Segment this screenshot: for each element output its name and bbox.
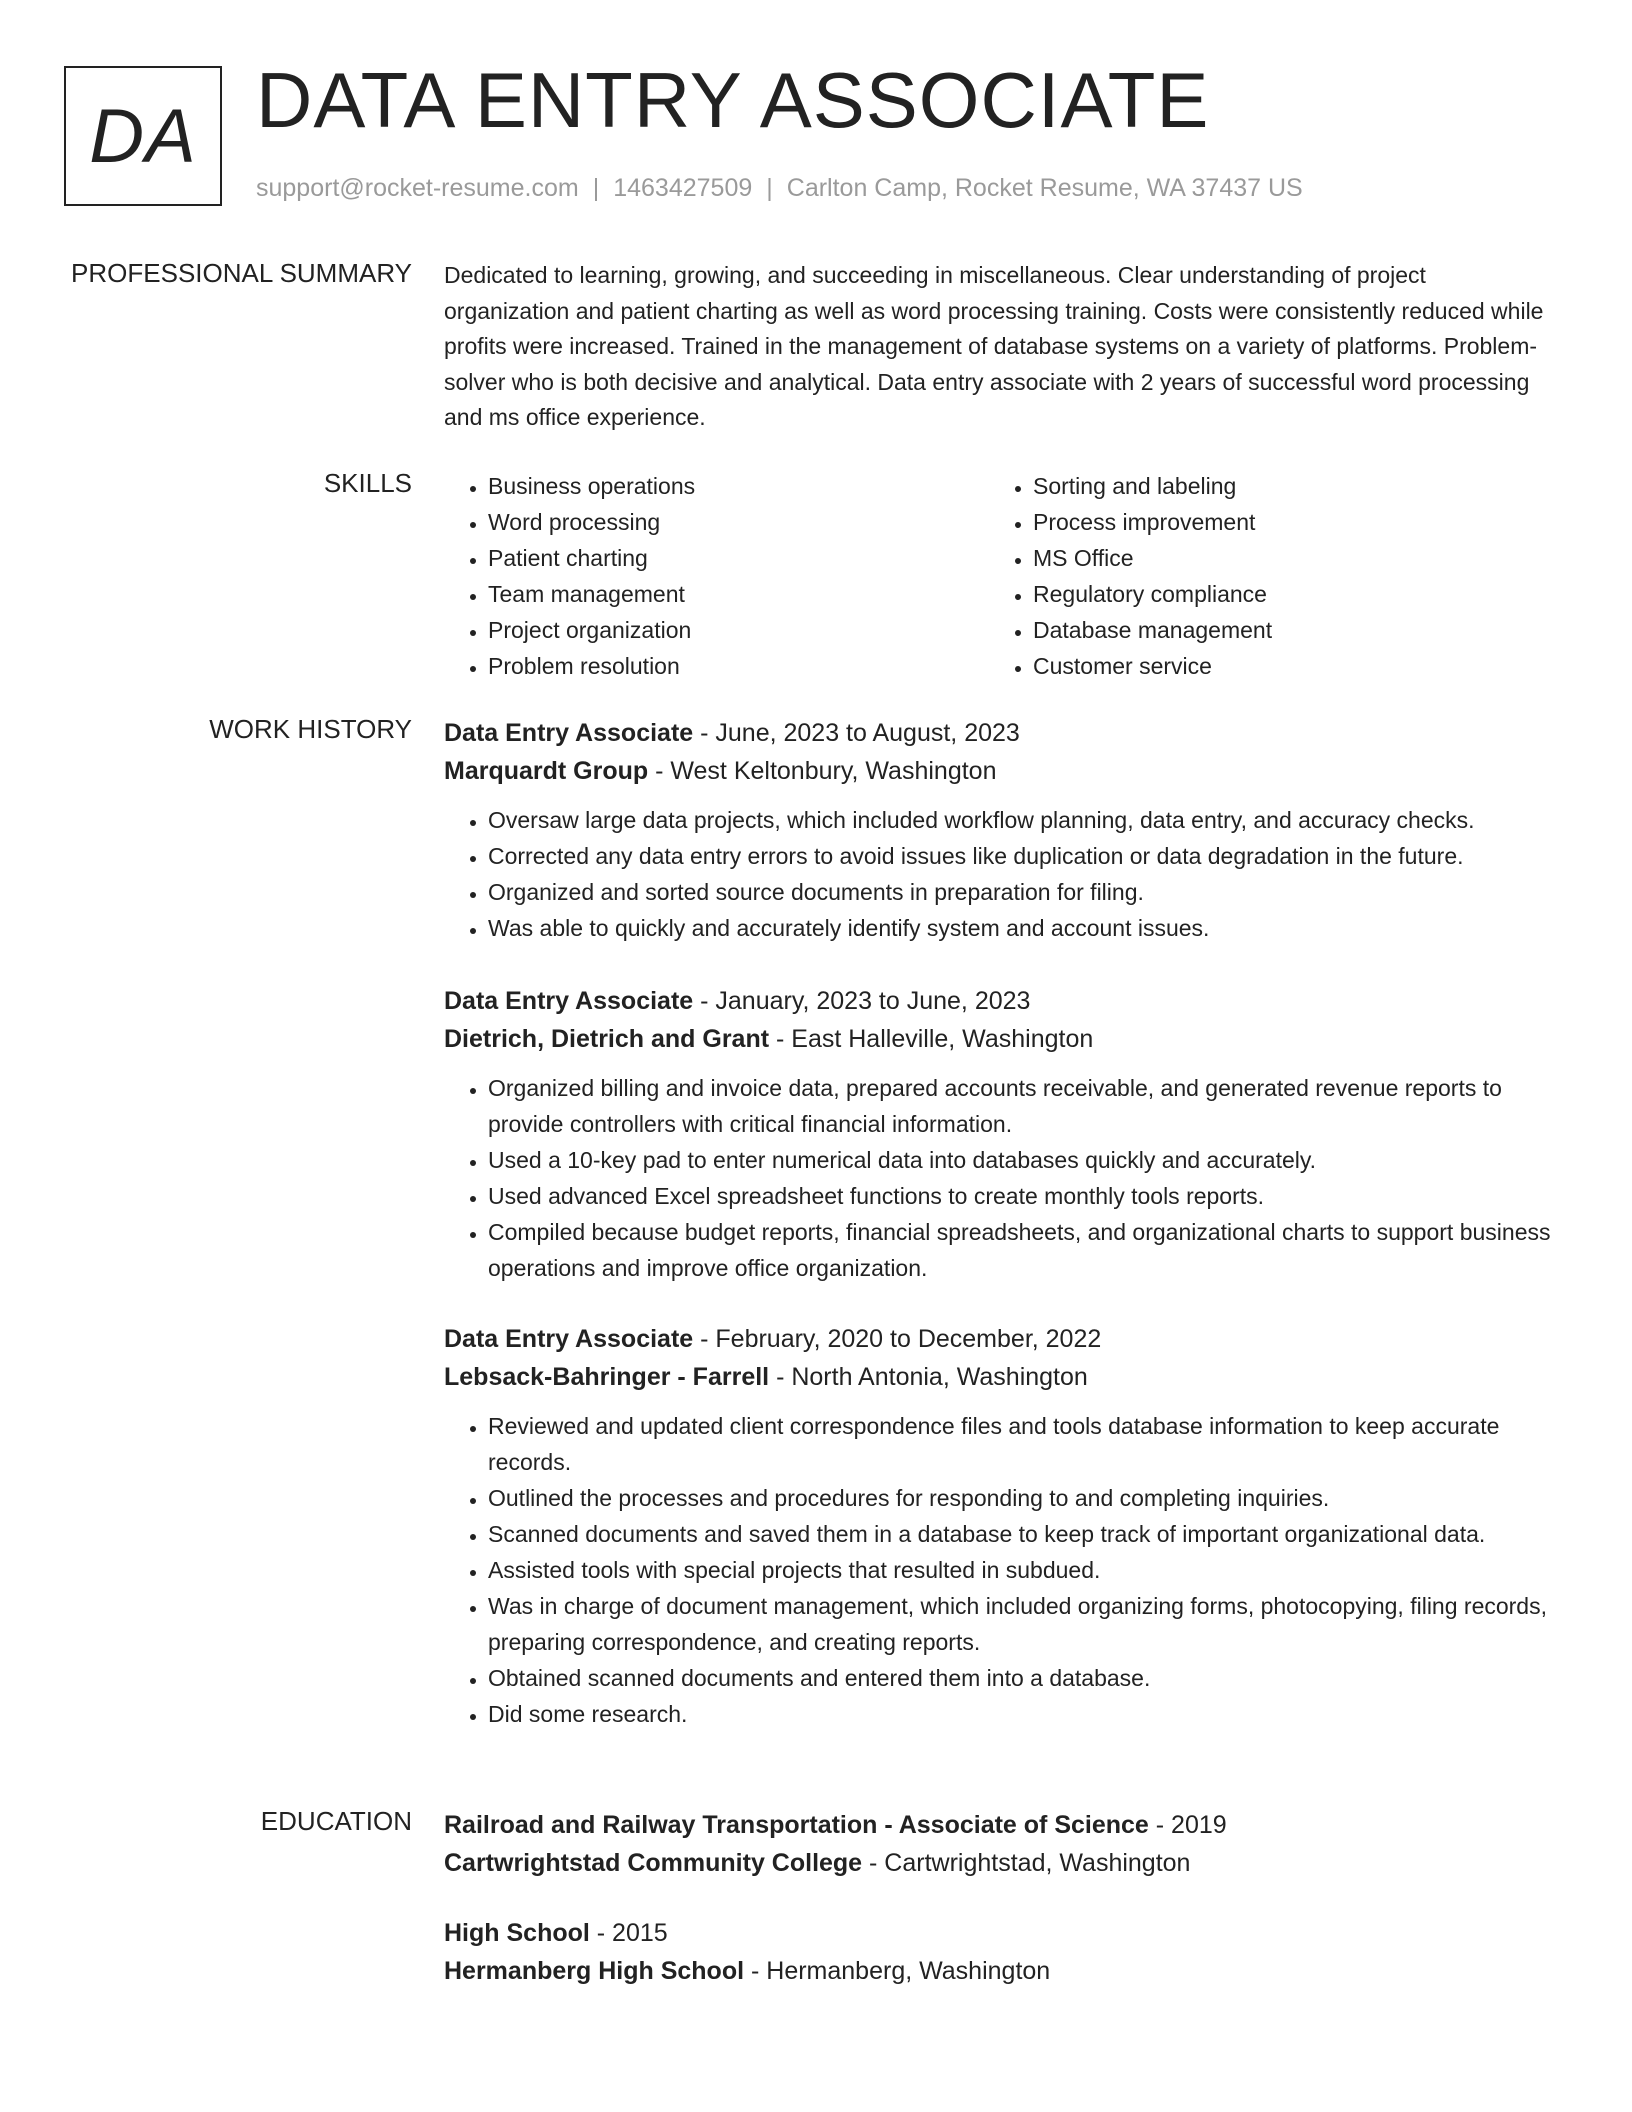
- section-label-skills: SKILLS: [323, 468, 412, 498]
- resume-title: DATA ENTRY ASSOCIATE: [256, 56, 1210, 144]
- job-bullet: • Obtained scanned documents and entered them into a database.: [488, 1660, 1556, 1696]
- education-entry: [444, 1806, 1556, 1882]
- job-bullet: • Reviewed and updated client correspondence files and tools database information to keep accurate records.: [488, 1408, 1556, 1480]
- job-company-line: [444, 1358, 1556, 1396]
- skills-list-left: [444, 468, 989, 684]
- contact-email: support@rocket-resume.com: [256, 174, 579, 202]
- skill-item: • Team management: [488, 576, 989, 612]
- skill-item: • Business operations: [488, 468, 989, 504]
- skill-item: • Patient charting: [488, 540, 989, 576]
- education-year: - 2019: [1148, 1811, 1227, 1839]
- job-bullet: • Used advanced Excel spreadsheet functions to create monthly tools reports.: [488, 1178, 1556, 1214]
- section-label-work-history: WORK HISTORY: [209, 714, 412, 744]
- job-title: Data Entry Associate: [444, 719, 694, 747]
- education-location: - Hermanberg, Washington: [744, 1957, 1051, 1985]
- section-label-education: EDUCATION: [260, 1806, 412, 1836]
- skill-item: • Project organization: [488, 612, 989, 648]
- education-school-line: [444, 1952, 1556, 1990]
- skill-item: • Process improvement: [1033, 504, 1534, 540]
- contact-phone: 1463427509: [613, 174, 753, 202]
- job-bullet: • Organized billing and invoice data, prepared accounts receivable, and generated revenue reports to provide controllers with critical financial information.: [488, 1070, 1556, 1142]
- contact-address: Carlton Camp, Rocket Resume, WA 37437 US: [786, 174, 1303, 202]
- job-dates: - June, 2023 to August, 2023: [693, 719, 1020, 747]
- job-title-line: [444, 714, 1556, 752]
- job-entry: [444, 1320, 1556, 1732]
- job-bullet: • Corrected any data entry errors to avoid issues like duplication or data degradation in the future.: [488, 838, 1556, 874]
- skills-grid: [444, 468, 1556, 684]
- education-entry: [444, 1914, 1556, 1990]
- job-title: Data Entry Associate: [444, 987, 694, 1015]
- job-company: Marquardt Group: [444, 757, 649, 785]
- skills-body: [444, 468, 1556, 684]
- job-bullet: • Assisted tools with special projects that resulted in subdued.: [488, 1552, 1556, 1588]
- skill-item: • Problem resolution: [488, 648, 989, 684]
- job-bullet: • Compiled because budget reports, financial spreadsheets, and organizational charts to support business operations and improve office organization.: [488, 1214, 1556, 1286]
- job-location: - West Keltonbury, Washington: [648, 757, 997, 785]
- skill-item: • Database management: [1033, 612, 1534, 648]
- job-bullet: • Was able to quickly and accurately identify system and account issues.: [488, 910, 1556, 946]
- job-bullet: • Used a 10-key pad to enter numerical data into databases quickly and accurately.: [488, 1142, 1556, 1178]
- job-bullet: • Did some research.: [488, 1696, 1556, 1732]
- job-company: Dietrich, Dietrich and Grant: [444, 1025, 770, 1053]
- education-degree: High School: [444, 1919, 590, 1947]
- job-entry: [444, 982, 1556, 1286]
- job-company-line: [444, 1020, 1556, 1058]
- education-year: - 2015: [589, 1919, 668, 1947]
- section-label-summary: PROFESSIONAL SUMMARY: [71, 258, 412, 288]
- job-title: Data Entry Associate: [444, 1325, 694, 1353]
- contact-separator: |: [592, 174, 600, 202]
- job-bullet: • Scanned documents and saved them in a database to keep track of important organizational data.: [488, 1516, 1556, 1552]
- skill-item: • Regulatory compliance: [1033, 576, 1534, 612]
- education-school: Hermanberg High School: [444, 1957, 745, 1985]
- summary-text: Dedicated to learning, growing, and succeeding in miscellaneous. Clear understanding of project organization and patient charting as well as word processing training. Costs were consistently reduced while profits were increased. Trained in the management of database systems on a variety of platforms. Problem-solver who is both decisive and analytical. Data entry associate with 2 years of successful word processing and ms office experience.: [444, 262, 1544, 430]
- job-bullets: [444, 802, 1556, 946]
- job-bullets: [444, 1408, 1556, 1732]
- contact-separator: |: [766, 174, 773, 202]
- job-bullet: • Oversaw large data projects, which included workflow planning, data entry, and accuracy checks.: [488, 802, 1556, 838]
- contact-line: [256, 174, 1303, 203]
- skills-list-right: [989, 468, 1534, 684]
- skill-item: • Word processing: [488, 504, 989, 540]
- job-company-line: [444, 752, 1556, 790]
- job-bullet: • Organized and sorted source documents in preparation for filing.: [488, 874, 1556, 910]
- job-location: - North Antonia, Washington: [769, 1363, 1088, 1391]
- skill-item: • MS Office: [1033, 540, 1534, 576]
- job-company: Lebsack-Bahringer - Farrell: [444, 1363, 770, 1391]
- education-degree: Railroad and Railway Transportation - Associate of Science: [444, 1811, 1149, 1839]
- job-dates: - January, 2023 to June, 2023: [693, 987, 1031, 1015]
- education-school: Cartwrightstad Community College: [444, 1849, 863, 1877]
- job-location: - East Halleville, Washington: [769, 1025, 1094, 1053]
- education-degree-line: [444, 1914, 1556, 1952]
- education-school-line: [444, 1844, 1556, 1882]
- job-entry: [444, 714, 1556, 946]
- skill-item: • Sorting and labeling: [1033, 468, 1534, 504]
- job-bullet: • Was in charge of document management, which included organizing forms, photocopying, filing records, preparing correspondence, and creating reports.: [488, 1588, 1556, 1660]
- job-title-line: [444, 982, 1556, 1020]
- education-location: - Cartwrightstad, Washington: [862, 1849, 1191, 1877]
- job-dates: - February, 2020 to December, 2022: [693, 1325, 1102, 1353]
- job-title-line: [444, 1320, 1556, 1358]
- job-bullet: • Outlined the processes and procedures for responding to and completing inquiries.: [488, 1480, 1556, 1516]
- education-degree-line: [444, 1806, 1556, 1844]
- monogram-badge: DA: [64, 66, 222, 206]
- skill-item: • Customer service: [1033, 648, 1534, 684]
- job-bullets: [444, 1070, 1556, 1286]
